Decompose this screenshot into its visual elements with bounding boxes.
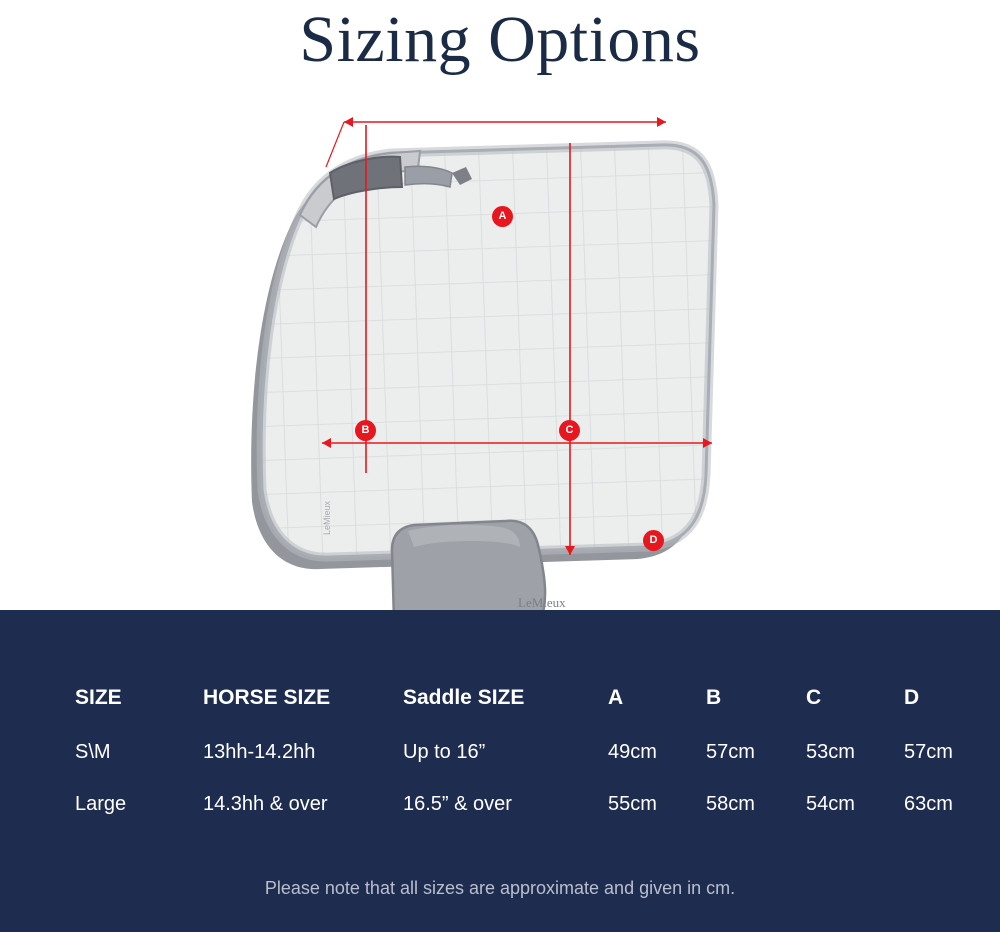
cell-b: 58cm (706, 792, 755, 815)
cell-saddle-size: Up to 16” (403, 740, 486, 763)
cell-size: Large (75, 792, 127, 815)
measure-badge-c: C (559, 420, 580, 441)
measure-arrow-a-left (344, 117, 353, 127)
saddle-pad-illustration (0, 95, 1000, 610)
measure-badge-b: B (355, 420, 376, 441)
column-header-c: C (806, 686, 822, 709)
table-row (0, 778, 1000, 830)
cell-horse-size: 14.3hh & over (203, 792, 328, 815)
cell-b: 57cm (706, 740, 755, 763)
measure-badge-a: A (492, 206, 513, 227)
girth-keeper (405, 166, 452, 187)
sizing-table-panel (0, 610, 1000, 932)
cell-c: 54cm (806, 792, 855, 815)
cell-a: 49cm (608, 740, 657, 763)
column-header-size: SIZE (75, 686, 122, 709)
table-row (0, 726, 1000, 778)
table-header (0, 670, 1000, 726)
page-title: Sizing Options (299, 3, 701, 76)
pad-body (261, 145, 714, 557)
cell-d: 63cm (904, 792, 953, 815)
cell-c: 53cm (806, 740, 855, 763)
column-header-d: D (904, 686, 920, 709)
brand-script-label: LeMieux (518, 595, 566, 610)
side-brand-text: LeMieux (322, 500, 332, 535)
measure-badge-d: D (643, 530, 664, 551)
cell-size: S\M (75, 740, 111, 763)
cell-saddle-size: 16.5” & over (403, 792, 512, 815)
measure-arrow-a-right (657, 117, 666, 127)
saddle-pad-diagram (0, 95, 1000, 610)
column-header-saddle-size: Saddle SIZE (403, 686, 525, 709)
cell-horse-size: 13hh-14.2hh (203, 740, 316, 763)
table-header-row (0, 670, 1000, 726)
column-header-b: B (706, 686, 722, 709)
table-body (0, 726, 1000, 830)
sizing-table (0, 670, 1000, 830)
column-header-a: A (608, 686, 624, 709)
column-header-horse-size: HORSE SIZE (203, 686, 331, 709)
cell-d: 57cm (904, 740, 953, 763)
sizing-note: Please note that all sizes are approximate and given in cm. (264, 878, 736, 898)
measure-tick-a-left (326, 122, 344, 167)
cell-a: 55cm (608, 792, 657, 815)
